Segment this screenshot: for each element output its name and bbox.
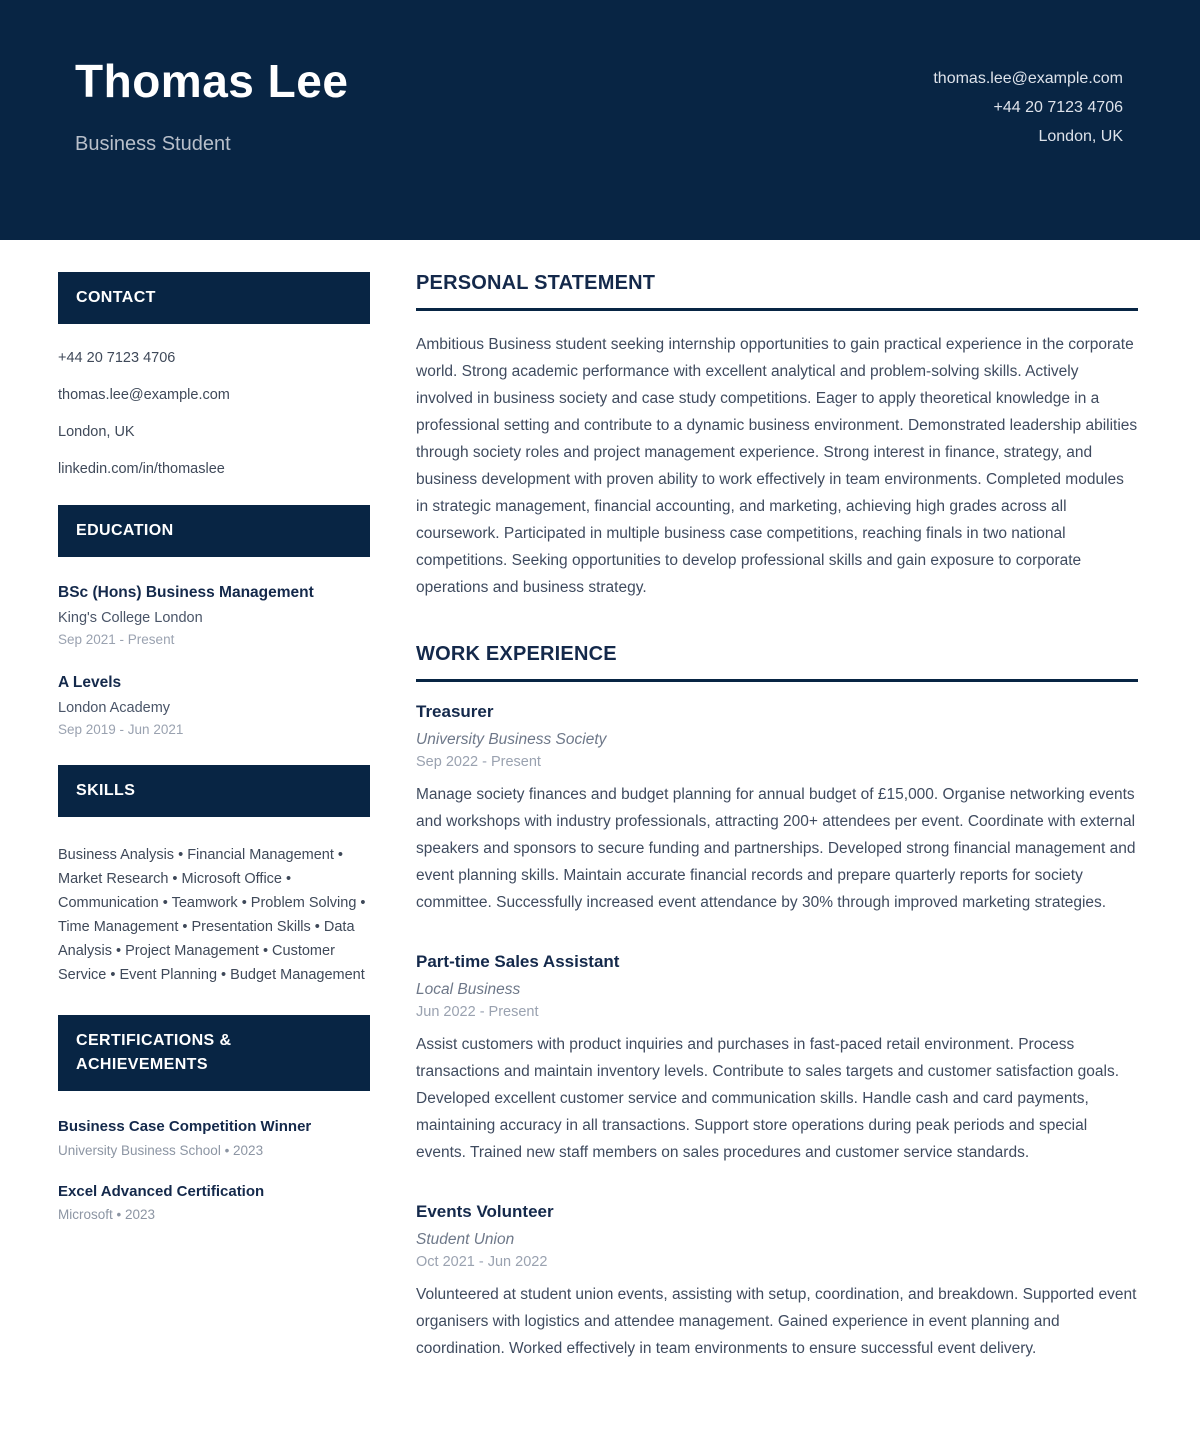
job-description: Volunteered at student union events, assisting with setup, coordination, and breakdown. Supported event organisers with logistics and attendee management. Gained experience in event planning and coordination. Worked effectively in team environments to ensure successful event delivery.	[416, 1286, 1137, 1357]
certification-title: Business Case Competition Winner	[58, 1118, 312, 1136]
job-entry	[416, 1202, 1138, 1362]
header-location: London, UK	[1038, 128, 1123, 145]
education-entry	[58, 673, 370, 737]
personal-statement-text: Ambitious Business student seeking internship opportunities to gain practical experience in the corporate world. Strong academic performance with excellent analytical and problem-solving skills. Actively involved in business society and case study competitions. Eager to apply theoretical knowledge in a professional setting and contribute to a dynamic business environment. Demonstrated leadership abilities through society roles and project management experience. Strong interest in finance, strategy, and business development with proven ability to work effectively in team environments. Completed modules in strategic management, financial accounting, and marketing, achieving high grades across all coursework. Participated in multiple business case competitions, reaching finals in two national competitions. Seeking opportunities to develop professional skills and gain exposure to corporate operations and business strategy.	[416, 336, 1138, 596]
job-entry	[416, 952, 1138, 1166]
contact-section	[58, 272, 370, 477]
education-degree: BSc (Hons) Business Management	[58, 584, 314, 601]
education-dates: Sep 2021 - Present	[58, 632, 175, 648]
job-description: Assist customers with product inquiries and purchases in fast-paced retail environment. Process transactions and maintain inventory levels. Contribute to sales targets and customer satisfaction goals. Developed excellent customer service and communication skills. Handle cash and card payments, maintaining accuracy in all transactions. Support store operations during peak periods and special events. Trained new staff members on sales procedures and customer service standards.	[416, 1036, 1120, 1161]
education-degree: A Levels	[58, 674, 122, 692]
header-identity	[75, 56, 348, 240]
education-section	[58, 505, 370, 737]
job-company: Student Union	[416, 1231, 515, 1248]
education-dates: Sep 2019 - Jun 2021	[58, 722, 184, 738]
contact-location: London, UK	[58, 424, 135, 440]
content-area	[0, 240, 1200, 1410]
header-contact-block	[933, 56, 1123, 240]
job-company: University Business Society	[416, 731, 607, 748]
sidebar	[58, 272, 370, 1362]
header-email: thomas.lee@example.com	[933, 70, 1123, 87]
education-section-heading: EDUCATION	[58, 505, 370, 557]
skills-section	[58, 765, 370, 987]
personal-statement-section	[416, 272, 1138, 601]
person-name: Thomas Lee	[75, 55, 349, 107]
job-company: Local Business	[416, 981, 521, 998]
main-column	[416, 272, 1138, 1362]
skills-section-heading: SKILLS	[58, 765, 370, 817]
job-entry	[416, 702, 1138, 916]
job-title: Events Volunteer	[416, 1202, 554, 1221]
certification-title: Excel Advanced Certification	[58, 1182, 265, 1200]
contact-email: thomas.lee@example.com	[58, 387, 230, 403]
education-entry	[58, 583, 370, 647]
header-banner	[0, 0, 1200, 240]
certifications-section-heading: CERTIFICATIONS & ACHIEVEMENTS	[58, 1015, 370, 1091]
work-experience-section	[416, 643, 1138, 1362]
certification-entry	[58, 1117, 370, 1158]
contact-section-heading: CONTACT	[58, 272, 370, 324]
job-title: Part-time Sales Assistant	[416, 952, 620, 971]
certification-issuer: University Business School • 2023	[58, 1142, 264, 1158]
job-description: Manage society finances and budget planning for annual budget of £15,000. Organise networking events and workshops with industry professionals, attracting 200+ attendees per event. Coordinate with external speakers and sponsors to secure funding and partnerships. Developed strong financial management and event planning skills. Maintain accurate financial records and prepare quarterly reports for society committee. Successfully increased event attendance by 30% through improved marketing strategies.	[416, 786, 1136, 911]
personal-statement-heading: PERSONAL STATEMENT	[416, 272, 1138, 311]
education-school: London Academy	[58, 700, 171, 717]
certification-issuer: Microsoft • 2023	[58, 1207, 156, 1223]
skills-list: Business Analysis • Financial Management • Market Research • Microsoft Office • Communication • Teamwork • Problem Solving • Time Management • Presentation Skills • Data Analysis • Project Management • Customer Service • Event Planning • Budget Management	[58, 847, 366, 984]
contact-phone: +44 20 7123 4706	[58, 350, 176, 366]
job-dates: Sep 2022 - Present	[416, 754, 541, 770]
header-phone: +44 20 7123 4706	[993, 99, 1123, 116]
work-experience-heading: WORK EXPERIENCE	[416, 643, 1138, 682]
certifications-section	[58, 1015, 370, 1222]
job-dates: Oct 2021 - Jun 2022	[416, 1254, 548, 1270]
person-role: Business Student	[75, 132, 231, 155]
job-dates: Jun 2022 - Present	[416, 1004, 539, 1020]
contact-linkedin: linkedin.com/in/thomaslee	[58, 461, 225, 477]
education-school: King's College London	[58, 610, 203, 627]
certification-entry	[58, 1182, 370, 1223]
job-title: Treasurer	[416, 702, 494, 721]
